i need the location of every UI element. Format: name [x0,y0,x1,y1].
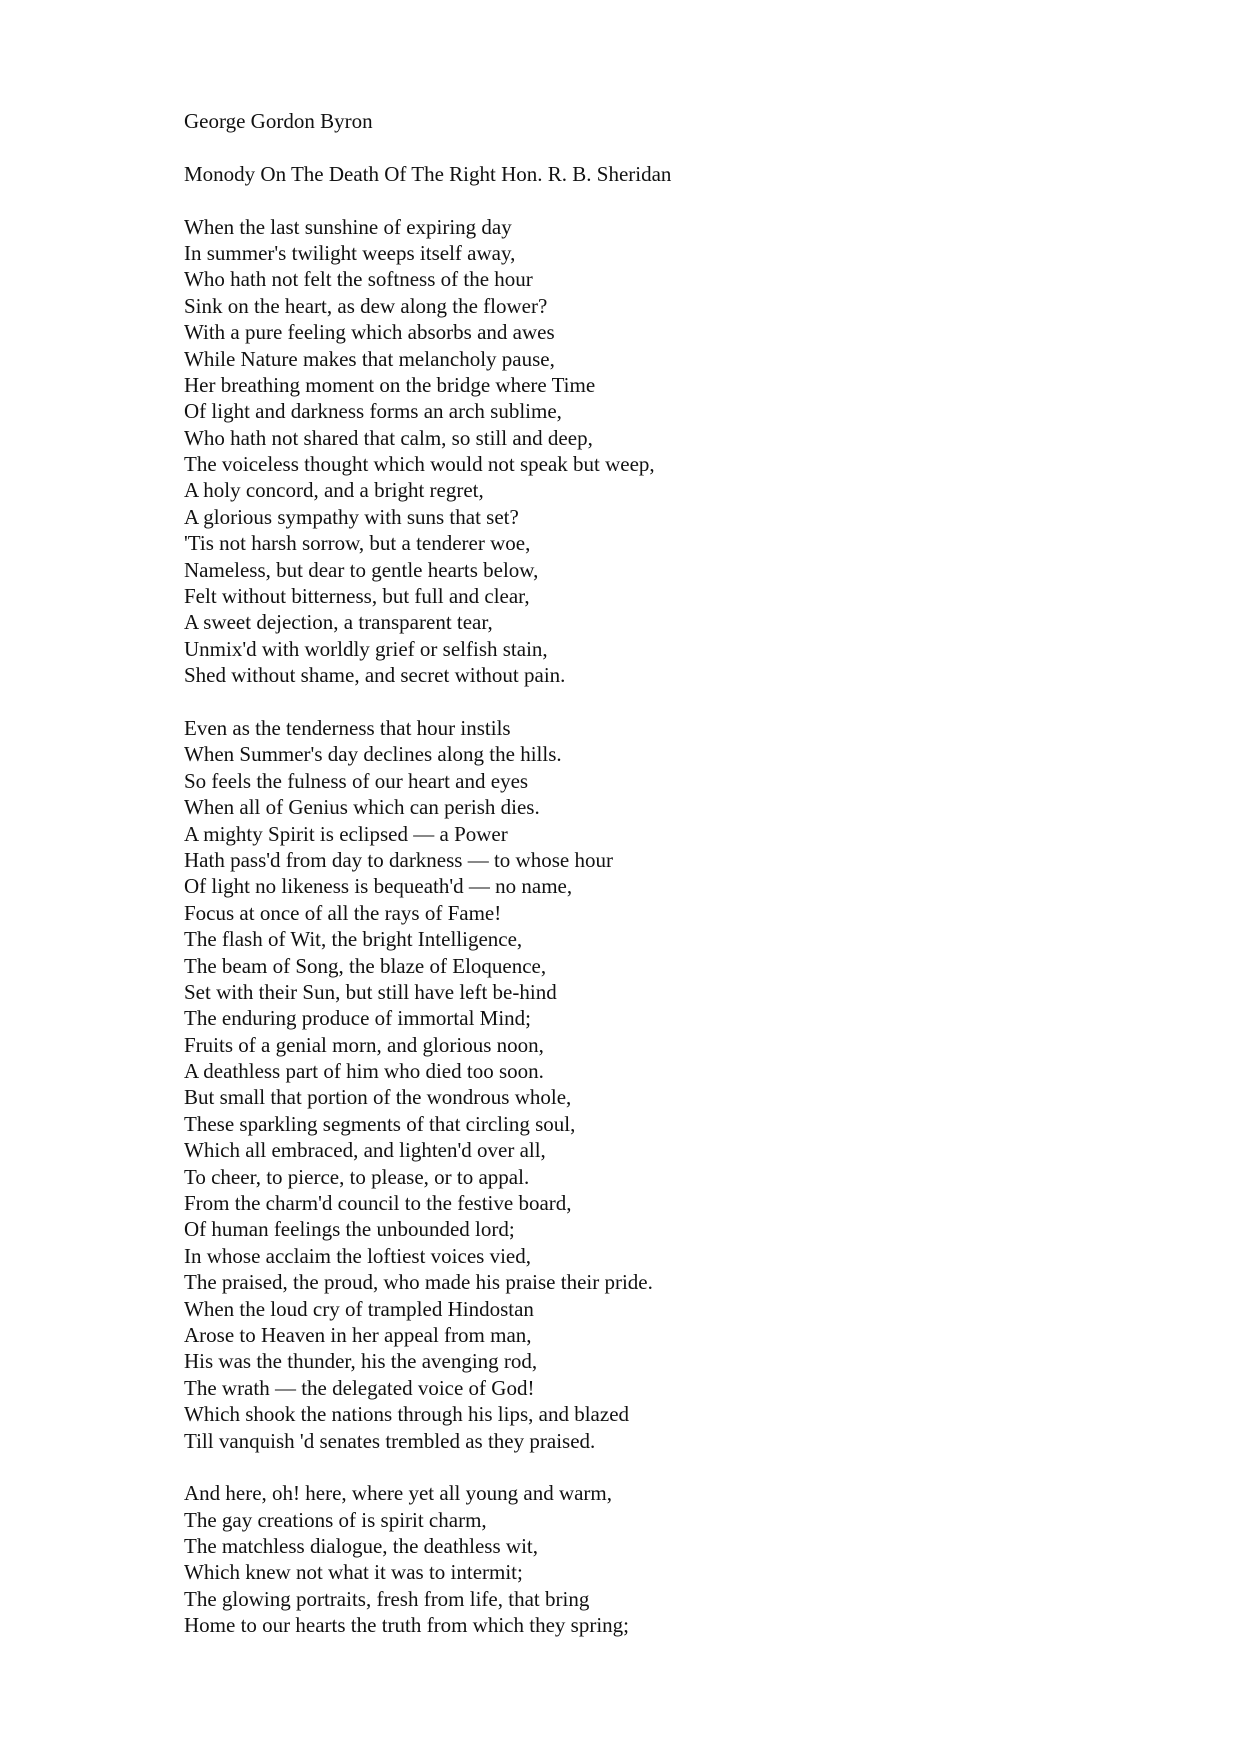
stanza-3 [184,1480,1184,1638]
poem-line: Of light and darkness forms an arch sublime, [184,399,562,424]
poem-line: In whose acclaim the loftiest voices vied, [184,1243,531,1268]
poem-line: The flash of Wit, the bright Intelligence, [184,927,523,952]
poem-line: When all of Genius which can perish dies. [184,795,540,820]
poem-line: Nameless, but dear to gentle hearts below, [184,557,539,582]
poem-line: A mighty Spirit is eclipsed — a Power [184,821,508,846]
poem-line: The wrath — the delegated voice of God! [184,1375,535,1400]
poem-title: Monody On The Death Of The Right Hon. R. B. Sheridan [184,161,672,186]
poem-line: When the loud cry of trampled Hindostan [184,1296,534,1321]
poem-line: The voiceless thought which would not speak but weep, [184,452,655,477]
poem-line: 'Tis not harsh sorrow, but a tenderer woe, [184,531,531,556]
poem-line: Felt without bitterness, but full and clear, [184,584,530,609]
poem-line: Which shook the nations through his lips, and blazed [184,1402,630,1427]
poem-line: So feels the fulness of our heart and eyes [184,768,529,793]
poem-line: His was the thunder, his the avenging rod, [184,1349,538,1374]
poem-line: To cheer, to pierce, to please, or to appal. [184,1164,530,1189]
poem-line: When the last sunshine of expiring day [184,214,512,239]
author-name: George Gordon Byron [184,109,373,133]
poem-line: When Summer's day declines along the hills. [184,742,562,767]
poem-line: While Nature makes that melancholy pause, [184,346,555,371]
poem-line: Arose to Heaven in her appeal from man, [184,1322,532,1347]
poem-line: A deathless part of him who died too soon. [184,1059,544,1084]
poem-line: And here, oh! here, where yet all young and warm, [184,1481,613,1506]
poem-line: Hath pass'd from day to darkness — to whose hour [184,847,613,872]
poem-line: In summer's twilight weeps itself away, [184,240,516,265]
poem-line: A holy concord, and a bright regret, [184,478,484,503]
poem-line: Even as the tenderness that hour instils [184,715,511,740]
poem-line: Focus at once of all the rays of Fame! [184,900,502,925]
poem-line: Of human feelings the unbounded lord; [184,1217,515,1242]
poem-line: Which all embraced, and lighten'd over all, [184,1138,546,1163]
poem-line: A glorious sympathy with suns that set? [184,504,519,529]
spacer [184,1454,1184,1480]
spacer [184,134,1184,160]
poem-line: The praised, the proud, who made his praise their pride. [184,1270,653,1295]
poem-line: The enduring produce of immortal Mind; [184,1006,532,1031]
poem-line: With a pure feeling which absorbs and awes [184,320,555,345]
spacer [184,689,1184,715]
poem-line: Shed without shame, and secret without pain. [184,663,566,688]
poem-line: A sweet dejection, a transparent tear, [184,610,493,635]
poem-line: Her breathing moment on the bridge where Time [184,372,596,397]
poem-line: The beam of Song, the blaze of Eloquence, [184,953,547,978]
poem-line: Who hath not shared that calm, so still and deep, [184,425,593,450]
poem-line: Unmix'd with worldly grief or selfish stain, [184,636,548,661]
poem-line: The matchless dialogue, the deathless wit, [184,1534,538,1559]
stanza-1 [184,214,1184,689]
poem-line: Fruits of a genial morn, and glorious noon, [184,1032,544,1057]
poem-line: But small that portion of the wondrous whole, [184,1085,572,1110]
poem-content [184,108,1184,1639]
spacer [184,187,1184,213]
poem-line: The glowing portraits, fresh from life, that bring [184,1586,590,1611]
poem-line: Of light no likeness is bequeath'd — no name, [184,874,573,899]
poem-line: Home to our hearts the truth from which they spring; [184,1613,629,1638]
poem-line: The gay creations of is spirit charm, [184,1507,487,1532]
poem-line: Set with their Sun, but still have left be-hind [184,979,557,1004]
poem-line: Sink on the heart, as dew along the flower? [184,293,548,318]
poem-line: Till vanquish 'd senates trembled as they praised. [184,1428,596,1453]
stanza-2 [184,715,1184,1454]
poem-line: Which knew not what it was to intermit; [184,1560,523,1585]
poem-line: These sparkling segments of that circling soul, [184,1111,576,1136]
poem-line: From the charm'd council to the festive board, [184,1191,572,1216]
poem-line: Who hath not felt the softness of the hour [184,267,533,292]
